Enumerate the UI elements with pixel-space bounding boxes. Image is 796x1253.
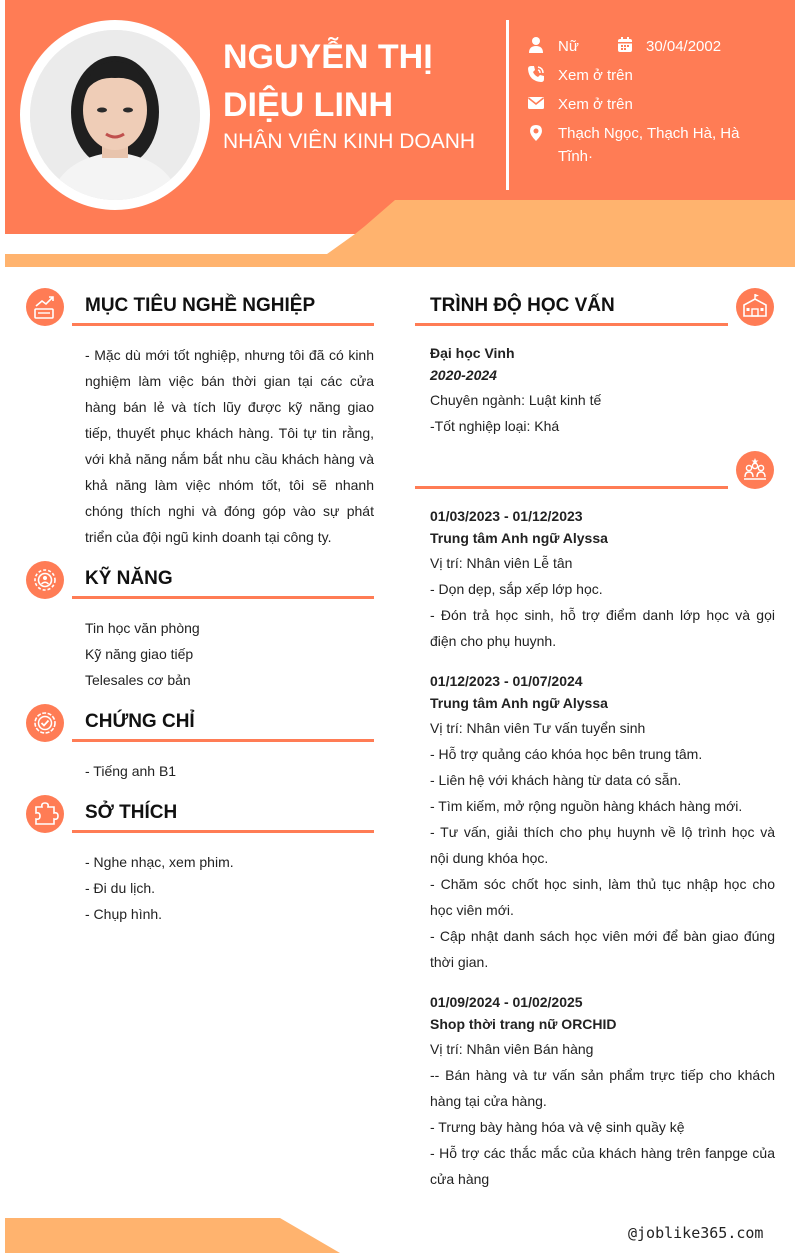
name-line-1: NGUYỄN THỊ [223, 38, 433, 76]
person-icon [527, 36, 545, 54]
job-duty: - Dọn dẹp, sắp xếp lớp học. [430, 581, 603, 597]
address-text [558, 122, 773, 168]
experience-entry [430, 991, 775, 1192]
objective-underline [72, 323, 374, 326]
objective-text: - Mặc dù mới tốt nghiệp, nhưng tôi đã có kinh nghiệm làm việc bán thời gian tại các cửa hàng bán lẻ và tích lũy được kỹ năng giao tiếp, thuyết phục khách hàng. Tôi tự tin rằng, với khả năng nắm bắt nhu cầu khách hàng và khả năng làm việc nhóm tốt, tôi sẽ nhanh chóng thích nghi và đóng góp vào sự phát triển của đội ngũ kinh doanh tại công ty. [85, 347, 374, 545]
education-grade: -Tốt nghiệp loại: Khá [430, 418, 560, 434]
job-duty: - Tư vấn, giải thích cho phụ huynh về lộ trình học và nội dung khóa học. [430, 824, 775, 866]
certificates-underline [72, 739, 374, 742]
skills-gear-icon [26, 561, 64, 599]
location-pin-icon [527, 124, 545, 142]
education-underline [415, 323, 728, 326]
birth-date-text: 30/04/2002 [646, 38, 722, 55]
footer-accent-bar [5, 1218, 340, 1253]
job-duty: - Hỗ trợ quảng cáo khóa học bên trung tâm. [430, 746, 703, 762]
skill-item: Telesales cơ bản [85, 672, 191, 688]
skills-underline [72, 596, 374, 599]
skills-list [85, 615, 374, 693]
hobbies-list [85, 849, 374, 927]
certificates-title: CHỨNG CHỈ [85, 711, 195, 732]
address-line-2: Tĩnh· [558, 148, 594, 165]
certificate-item: - Tiếng anh B1 [85, 763, 177, 779]
job-duty: - Cập nhật danh sách học viên mới để bàn giao đúng thời gian. [430, 928, 775, 970]
education-period: 2020-2024 [430, 367, 497, 383]
job-duty: - Hỗ trợ các thắc mắc của khách hàng trên fanpge của cửa hàng [430, 1145, 775, 1187]
hobbies-underline [72, 830, 374, 833]
phone-icon [527, 65, 545, 83]
school-building-icon [736, 288, 774, 326]
job-duty: - Tìm kiếm, mở rộng nguồn hàng khách hàng mới. [430, 798, 743, 814]
job-duty: - Liên hệ với khách hàng từ data có sẵn. [430, 772, 682, 788]
job-company: Trung tâm Anh ngữ Alyssa [430, 530, 608, 546]
education-title: TRÌNH ĐỘ HỌC VẤN [430, 295, 615, 316]
hobbies-puzzle-icon [26, 795, 64, 833]
job-period: 01/09/2024 - 01/02/2025 [430, 994, 583, 1010]
job-company: Shop thời trang nữ ORCHID [430, 1016, 617, 1032]
certificate-badge-icon [26, 704, 64, 742]
education-block [430, 342, 775, 439]
objective-title: MỤC TIÊU NGHỀ NGHIỆP [85, 295, 316, 316]
email-icon [527, 94, 545, 112]
job-duty: - Đón trả học sinh, hỗ trợ điểm danh lớp học và gọi điện cho phụ huynh. [430, 607, 775, 649]
gender-text: Nữ [558, 38, 579, 55]
career-goal-icon [26, 288, 64, 326]
job-duty: -- Bán hàng và tư vấn sản phẩm trực tiếp cho khách hàng tại cửa hàng. [430, 1067, 775, 1109]
job-period: 01/12/2023 - 01/07/2024 [430, 673, 583, 689]
education-major: Chuyên ngành: Luật kinh tế [430, 392, 602, 408]
education-school: Đại học Vinh [430, 345, 515, 361]
phone-text: Xem ở trên [558, 67, 633, 84]
job-position: Vị trí: Nhân viên Bán hàng [430, 1041, 594, 1057]
experience-team-icon [736, 451, 774, 489]
skill-item: Kỹ năng giao tiếp [85, 646, 194, 662]
job-duty: - Chăm sóc chốt học sinh, làm thủ tục nhập học cho học viên mới. [430, 876, 775, 918]
hobby-item: - Chụp hình. [85, 906, 163, 922]
hobbies-title: SỞ THÍCH [85, 802, 178, 823]
certificates-list [85, 758, 374, 784]
name-line-2: DIỆU LINH [223, 86, 393, 124]
skill-item: Tin học văn phòng [85, 620, 200, 636]
footer-brand: @joblike365.com [628, 1224, 764, 1242]
experience-entry [430, 670, 775, 975]
experience-entry [430, 505, 775, 654]
hobby-item: - Nghe nhạc, xem phim. [85, 854, 234, 870]
address-line-1: Thạch Ngọc, Thạch Hà, Hà [558, 125, 740, 142]
calendar-icon [616, 36, 634, 54]
job-position: Vị trí: Nhân viên Lễ tân [430, 555, 573, 571]
header-divider [506, 20, 509, 190]
avatar-portrait-icon [30, 30, 200, 200]
job-position: Vị trí: Nhân viên Tư vấn tuyển sinh [430, 720, 646, 736]
hobby-item: - Đi du lịch. [85, 880, 156, 896]
job-period: 01/03/2023 - 01/12/2023 [430, 508, 583, 524]
email-text: Xem ở trên [558, 96, 633, 113]
candidate-name [223, 33, 493, 129]
avatar [30, 30, 200, 200]
job-title: NHÂN VIÊN KINH DOANH [223, 130, 476, 153]
job-company: Trung tâm Anh ngữ Alyssa [430, 695, 608, 711]
job-duty: - Trưng bày hàng hóa và vệ sinh quầy kệ [430, 1119, 685, 1135]
skills-title: KỸ NĂNG [85, 568, 173, 589]
experience-underline [415, 486, 728, 489]
